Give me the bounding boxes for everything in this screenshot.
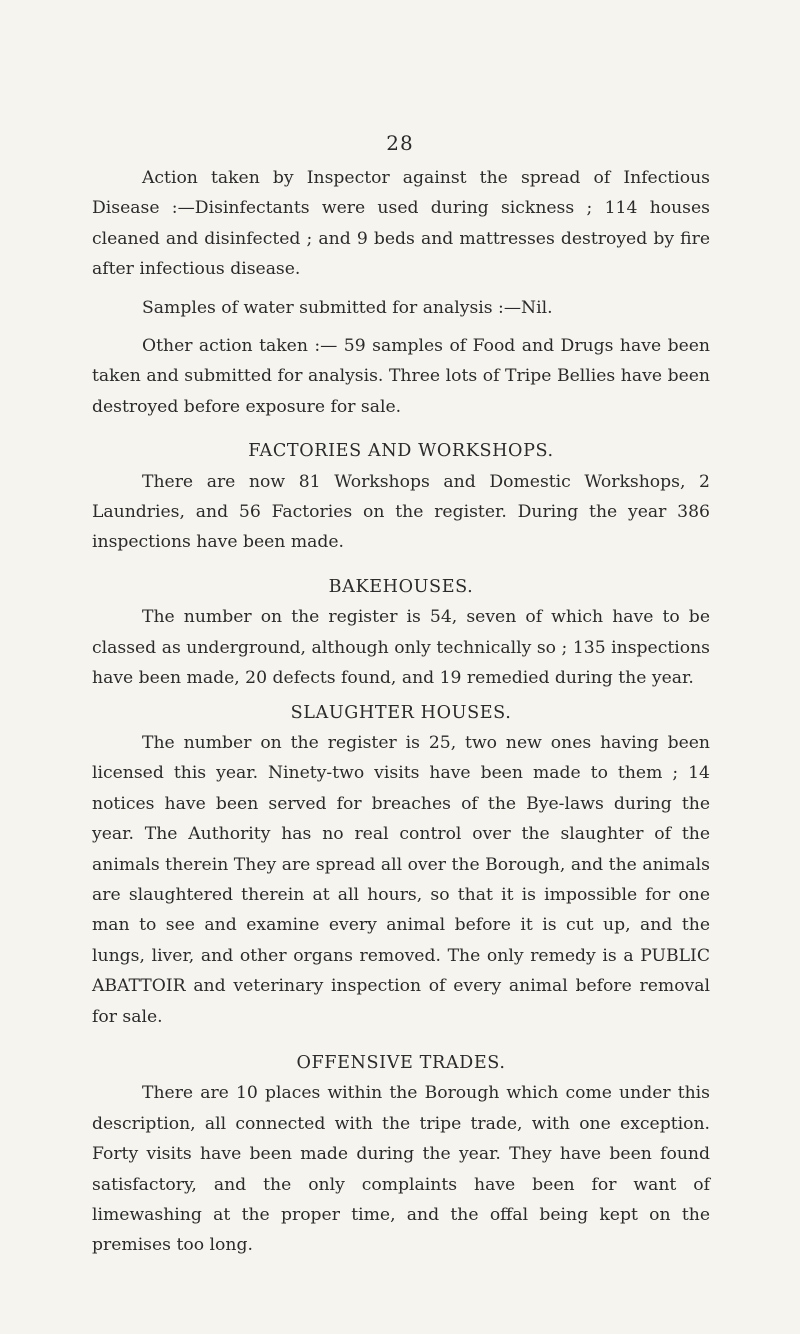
bakehouses-heading: BAKEHOUSES. [328, 576, 474, 597]
offensive-trades-heading: OFFENSIVE TRADES. [296, 1052, 506, 1073]
offensive-trades-paragraph: There are 10 places within the Borough which come under this description, all connected with the tripe trade, with one exception. Forty visits have been made during the year. They have been found satisfactory, and the only complaints have been for want of limewashing at the proper time, and the offal being kept on the premises too long. [92, 1083, 710, 1256]
infectious-disease-paragraph: Action taken by Inspector against the spread of Infectious Disease :—Disinfectants were used during sickness ; 114 houses cleaned and disinfected ; and 9 beds and mattresses destroyed by fire after infectious disease. [92, 168, 710, 280]
page-number: 28 [386, 131, 414, 155]
factories-paragraph: There are now 81 Workshops and Domestic Workshops, 2 Laundries, and 56 Factories on the register. During the year 386 inspections have been made. [92, 471, 710, 553]
bakehouses-paragraph: The number on the register is 54, seven of which have to be classed as underground, although only technically so ; 135 inspections have been made, 20 defects found, and 19 remedied during the year. [92, 607, 710, 689]
water-samples-paragraph: Samples of water submitted for analysis :—Nil. [142, 297, 553, 318]
factories-heading: FACTORIES AND WORKSHOPS. [248, 441, 554, 462]
document-body [92, 163, 710, 1261]
slaughter-houses-heading: SLAUGHTER HOUSES. [290, 702, 512, 723]
other-action-paragraph: Other action taken :— 59 samples of Food and Drugs have been taken and submitted for analysis. Three lots of Tripe Bellies have been destroyed before exposure for sale. [92, 336, 710, 417]
slaughter-houses-paragraph: The number on the register is 25, two new ones having been licensed this year. Ninety-two visits have been made to them ; 14 notices have been served for breaches of the Bye-laws during the year. The Authority has no real control over the slaughter of the animals therein They are spread all over the Borough, and the animals are slaughtered therein at all hours, so that it is impossible for one man to see and examine every animal before it is cut up, and the lungs, liver, and other organs removed. The only remedy is a PUBLIC ABATTOIR and veterinary inspection of every animal before removal for sale. [92, 732, 710, 1027]
